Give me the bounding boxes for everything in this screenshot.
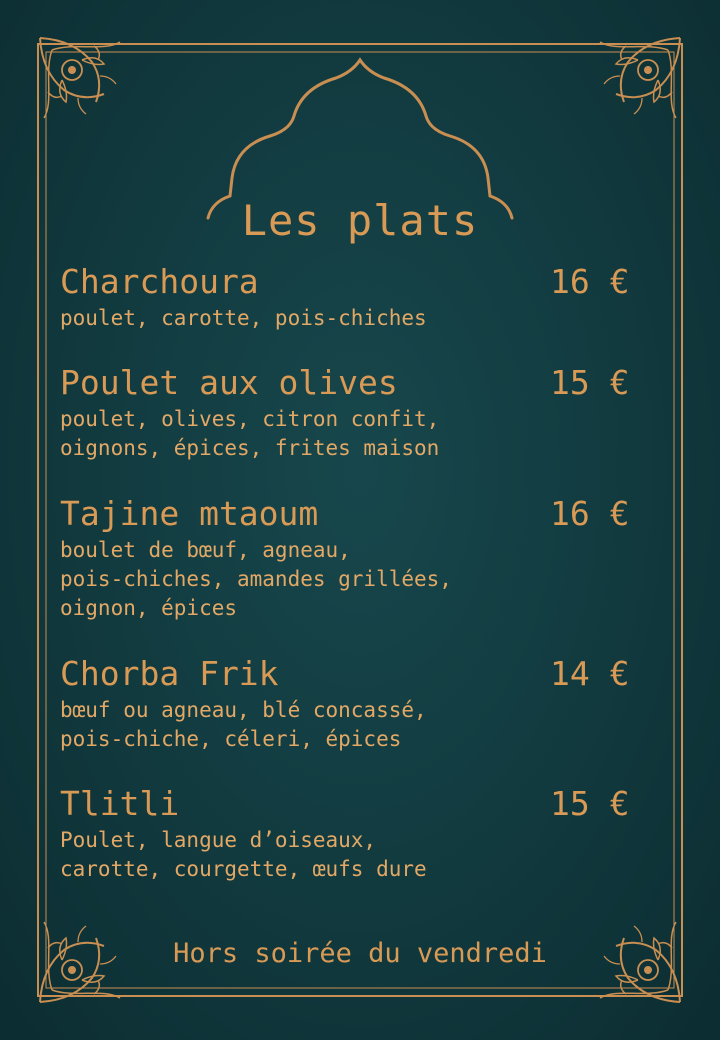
dish-price: 15 € (550, 363, 630, 402)
dish-description (60, 696, 660, 754)
dish-description (60, 826, 660, 884)
dish-price: 16 € (550, 262, 630, 301)
dish-price: 14 € (550, 654, 630, 693)
dish-description (60, 304, 660, 333)
description-line: pois-chiche, céleri, épices (60, 727, 402, 751)
description-line: oignons, épices, frites maison (60, 436, 440, 460)
menu-title: Les plats (241, 196, 479, 245)
dish-name: Poulet aux olives (60, 363, 398, 402)
dish-description (60, 405, 660, 463)
corner-ornament-icon (40, 38, 120, 118)
corner-ornament-icon (600, 38, 680, 118)
description-line: poulet, olives, citron confit, (60, 407, 440, 431)
dish-name: Tajine mtaoum (60, 494, 319, 533)
dish-name: Tlitli (60, 784, 180, 823)
dome-arch-icon (208, 60, 512, 218)
description-line: carotte, courgette, œufs dure (60, 857, 427, 881)
description-line: pois-chiches, amandes grillées, (60, 567, 452, 591)
dish-item (60, 654, 660, 754)
description-line: poulet, carotte, pois-chiches (60, 306, 427, 330)
dish-item (60, 262, 660, 333)
dish-price: 15 € (550, 784, 630, 823)
dish-name: Charchoura (60, 262, 259, 301)
dish-item (60, 784, 660, 884)
dish-item (60, 494, 660, 623)
dish-name: Chorba Frik (60, 654, 279, 693)
dish-item (60, 363, 660, 463)
dish-price: 16 € (550, 494, 630, 533)
description-line: bœuf ou agneau, blé concassé, (60, 698, 427, 722)
dish-description (60, 536, 660, 623)
description-line: Poulet, langue d’oiseaux, (60, 828, 377, 852)
description-line: oignon, épices (60, 596, 238, 620)
menu-footer-note: Hors soirée du vendredi (173, 938, 547, 969)
description-line: boulet de bœuf, agneau, (60, 538, 351, 562)
